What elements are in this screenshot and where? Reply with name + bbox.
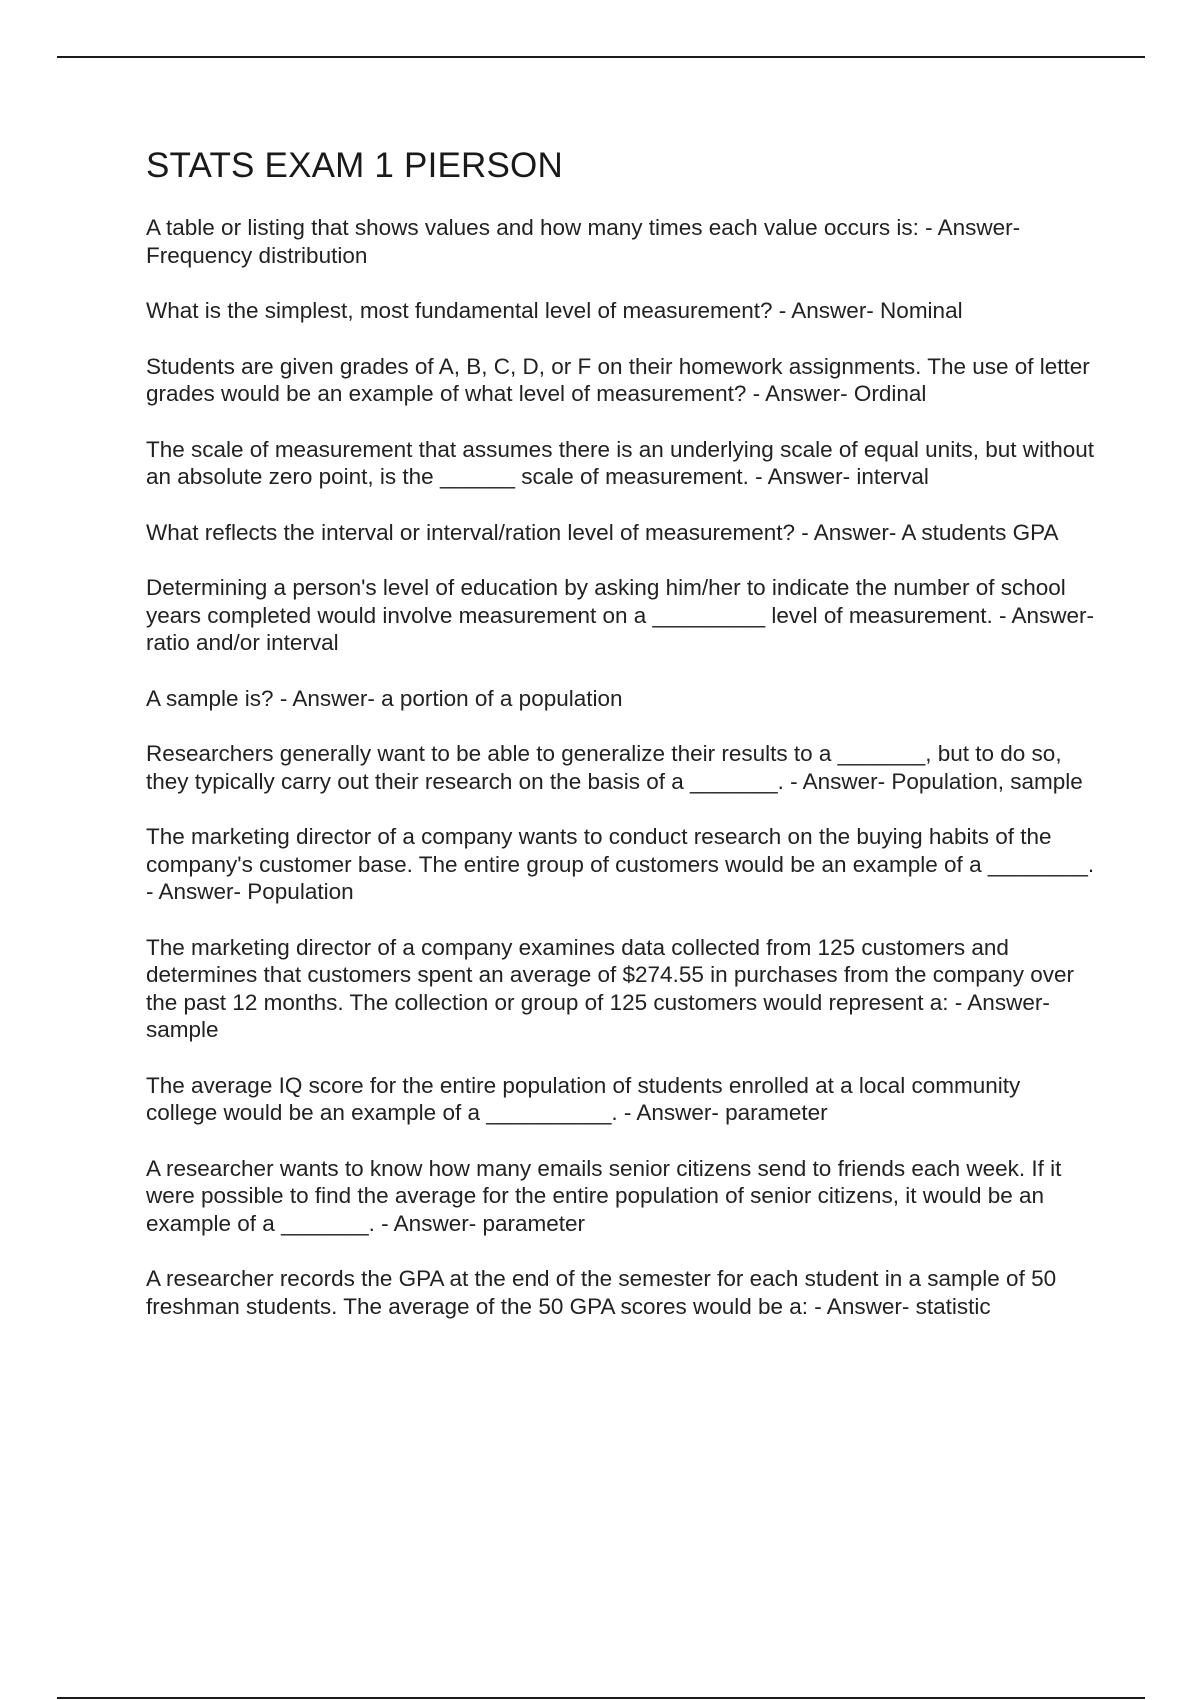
- qa-item: What is the simplest, most fundamental level of measurement? - Answer- Nominal: [146, 298, 963, 323]
- qa-item: A sample is? - Answer- a portion of a population: [146, 685, 623, 711]
- qa-item: A researcher records the GPA at the end of the semester for each student in a sample of 50 freshman students. The average of the 50 GPA scores would be a: - Answer- statistic: [146, 1266, 1057, 1319]
- qa-item: Students are given grades of A, B, C, D, or F on their homework assignments. The use of letter grades would be an example of what level of measurement? - Answer- Ordinal: [146, 353, 1090, 406]
- qa-list: [146, 214, 1096, 1320]
- qa-item: The scale of measurement that assumes there is an underlying scale of equal units, but without an absolute zero point, is the ______ scale of measurement. - Answer- interval: [146, 436, 1095, 489]
- qa-item: A researcher wants to know how many emails senior citizens send to friends each week. If it were possible to find the average for the entire population of senior citizens, it would be an example of a _______. - Answer- parameter: [146, 1155, 1062, 1236]
- document-body: [146, 146, 1096, 1348]
- qa-item: A table or listing that shows values and how many times each value occurs is: - Answer- Frequency distribution: [146, 215, 1021, 268]
- bottom-rule: [57, 1697, 1145, 1699]
- qa-item: What reflects the interval or interval/ration level of measurement? - Answer- A students GPA: [146, 519, 1059, 545]
- qa-item: Researchers generally want to be able to generalize their results to a _______, but to do so, they typically carry out their research on the basis of a _______. - Answer- Population, sample: [146, 741, 1083, 794]
- top-rule: [57, 56, 1145, 58]
- page-title: STATS EXAM 1 PIERSON: [146, 146, 563, 185]
- qa-item: The marketing director of a company wants to conduct research on the buying habits of the company's customer base. The entire group of customers would be an example of a ________. - Answer- Population: [146, 824, 1095, 904]
- qa-item: Determining a person's level of education by asking him/her to indicate the number of school years completed would involve measurement on a _________ level of measurement. - Answer- ratio and/or interval: [146, 575, 1095, 655]
- qa-item: The marketing director of a company examines data collected from 125 customers and determines that customers spent an average of $274.55 in purchases from the company over the past 12 months. The collection or group of 125 customers would represent a: - Answer- sample: [146, 934, 1075, 1042]
- qa-item: The average IQ score for the entire population of students enrolled at a local community college would be an example of a __________. - Answer- parameter: [146, 1072, 1021, 1125]
